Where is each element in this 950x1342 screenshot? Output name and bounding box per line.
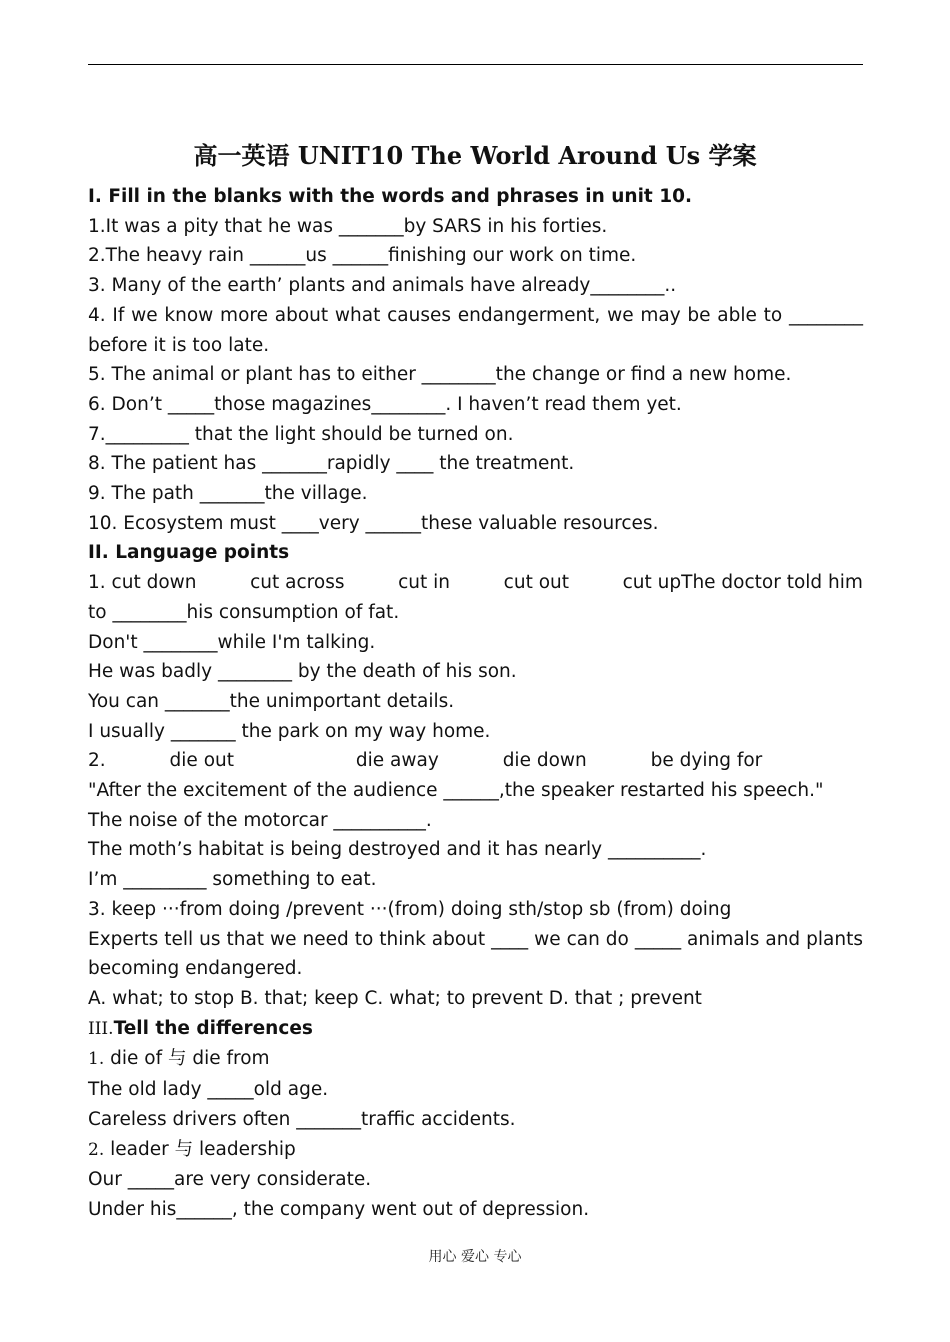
page-title: 高一英语 UNIT10 The World Around Us 学案 — [193, 141, 757, 170]
header-rule — [88, 64, 863, 65]
item-label-text: die of 与 die from — [104, 1048, 270, 1070]
option: die away — [355, 750, 439, 772]
page-footer: 用心 爱心 专心 — [428, 1249, 522, 1265]
sentence: Under his______, the company went out of depression. — [88, 1198, 590, 1220]
option: die out — [169, 750, 234, 772]
section1-heading: I. Fill in the blanks with the words and phrases in unit 10. — [88, 186, 692, 207]
group3-heading: 3. keep ···from doing /prevent ···(from) doing sth/stop sb (from) doing — [88, 898, 732, 920]
sentence: to ________his consumption of fat. — [88, 601, 400, 623]
list-item: 6. Don’t _____those magazines________. I haven’t read them yet. — [88, 393, 682, 415]
document-body — [88, 182, 863, 1225]
section3-numeral: III. — [88, 1018, 114, 1039]
item-label-text: leader 与 leadership — [104, 1138, 296, 1160]
list-item: 9. The path _______the village. — [88, 483, 368, 505]
sentence: You can _______the unimportant details. — [88, 690, 455, 712]
group-number: 2. — [88, 750, 106, 772]
option: die down — [502, 750, 587, 772]
list-item: 1.It was a pity that he was _______by SARS in his forties. — [88, 215, 608, 237]
list-item: 4. If we know more about what causes endangerment, we may be able to ________ before it is too late. — [88, 304, 863, 356]
sentence: I usually _______ the park on my way home. — [88, 720, 491, 742]
section3-heading — [88, 1014, 863, 1045]
option: be dying for — [650, 750, 763, 772]
sentence: Don't ________while I'm talking. — [88, 631, 376, 653]
sentence: He was badly ________ by the death of his son. — [88, 661, 517, 683]
option: cut up — [622, 572, 682, 594]
answer-choices: A. what; to stop B. that; keep C. what; to prevent D. that ; prevent — [88, 987, 702, 1009]
section3-title: Tell the differences — [113, 1017, 313, 1039]
sentence: The old lady _____old age. — [88, 1079, 329, 1101]
list-item: 5. The animal or plant has to either ________the change or find a new home. — [88, 364, 792, 386]
option: cut across — [250, 572, 345, 594]
sentence: Our _____are very considerate. — [88, 1169, 372, 1191]
cut-options-row — [88, 568, 863, 598]
sentence: The noise of the motorcar __________. — [88, 809, 432, 831]
group-number: 1. — [88, 572, 106, 594]
sentence: Careless drivers often _______traffic accidents. — [88, 1108, 516, 1130]
list-item: 7._________ that the light should be turned on. — [88, 423, 514, 445]
sentence: "After the excitement of the audience ______,the speaker restarted his speech." — [88, 780, 824, 802]
list-item: 2.The heavy rain ______us ______finishing our work on time. — [88, 245, 637, 267]
item-label — [88, 1044, 863, 1075]
option: cut in — [398, 572, 451, 594]
item-label — [88, 1135, 863, 1166]
item-number: 2. — [88, 1139, 105, 1160]
section2-heading: II. Language points — [88, 542, 290, 564]
sentence: The moth’s habitat is being destroyed and it has nearly __________. — [88, 839, 707, 861]
list-item: 3. Many of the earth’ plants and animals have already________.. — [88, 275, 677, 297]
question: Experts tell us that we need to think about ____ we can do _____ animals and plants becoming endangered. — [88, 928, 863, 980]
option: cut out — [503, 572, 569, 594]
item-number: 1. — [88, 1049, 105, 1070]
sentence-start: The doctor told him — [681, 572, 863, 594]
list-item: 10. Ecosystem must ____very ______these valuable resources. — [88, 512, 659, 534]
list-item: 8. The patient has _______rapidly ____ the treatment. — [88, 453, 575, 475]
die-options-row — [88, 746, 863, 776]
sentence: I’m _________ something to eat. — [88, 869, 377, 891]
option: cut down — [111, 572, 197, 594]
